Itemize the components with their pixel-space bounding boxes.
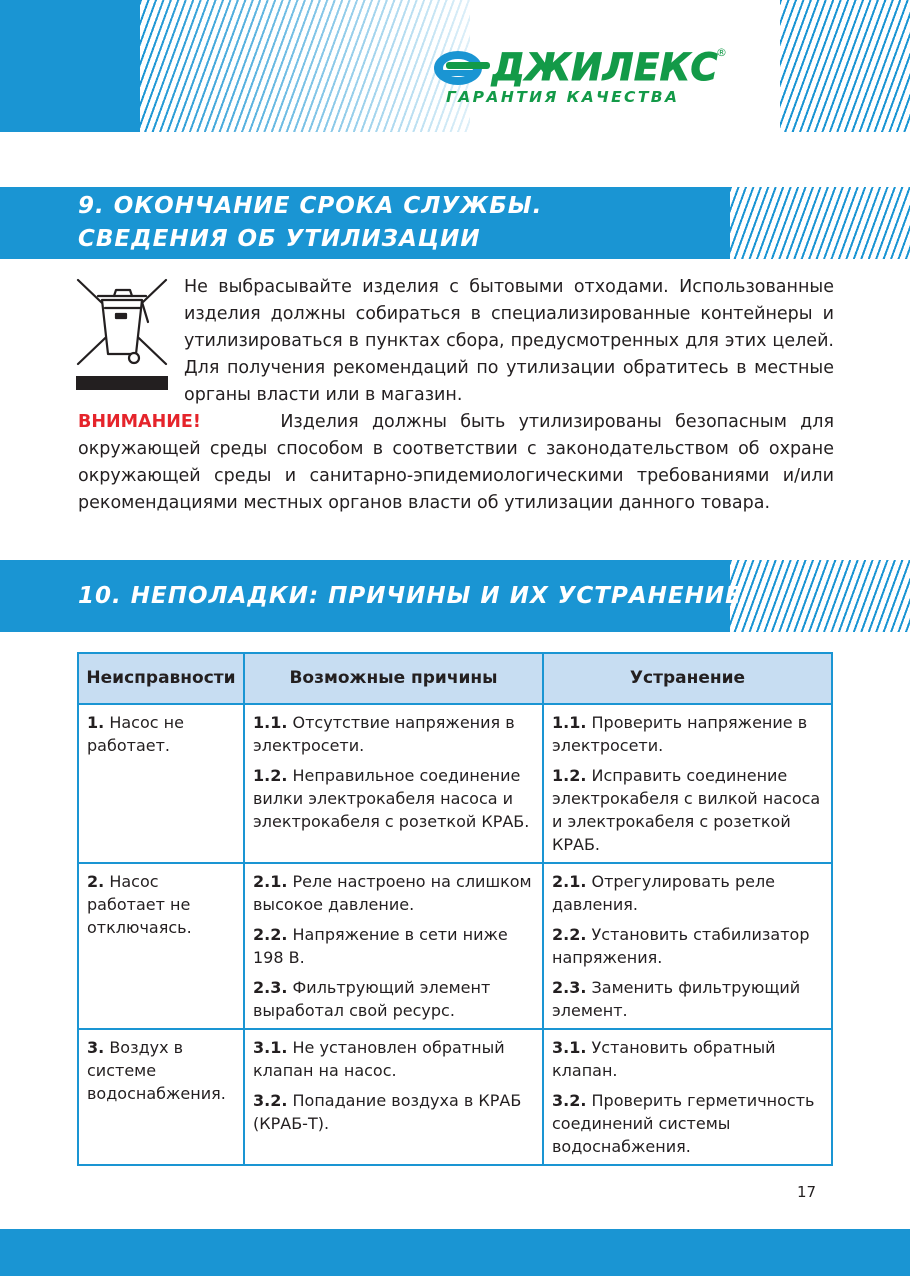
header-blue-block bbox=[0, 0, 150, 132]
causes-cell bbox=[244, 1029, 543, 1165]
header-remedies: Устранение bbox=[543, 653, 832, 704]
logo-mark-icon bbox=[432, 48, 494, 88]
remedy-item bbox=[552, 1036, 823, 1082]
registered-mark: ® bbox=[716, 46, 727, 59]
remedy-text: Проверить напряжение в электросети. bbox=[552, 713, 808, 755]
cause-item bbox=[253, 711, 534, 757]
causes-cell bbox=[244, 704, 543, 863]
section-10-header bbox=[0, 560, 910, 632]
causes-cell bbox=[244, 863, 543, 1029]
section-9-header bbox=[0, 187, 910, 259]
remedy-number: 1.2. bbox=[552, 766, 587, 785]
remedy-item bbox=[552, 923, 823, 969]
remedy-item bbox=[552, 764, 823, 856]
fault-cell bbox=[78, 863, 244, 1029]
remedies-cell bbox=[543, 704, 832, 863]
remedy-number: 2.1. bbox=[552, 872, 587, 891]
remedy-item bbox=[552, 711, 823, 757]
cause-text: Реле настроено на слишком высокое давление. bbox=[253, 872, 532, 914]
remedy-text: Исправить соединение электрокабеля с вилкой насоса и электрокабеля с розеткой КРАБ. bbox=[552, 766, 821, 854]
remedy-text: Отрегулировать реле давления. bbox=[552, 872, 776, 914]
disposal-warning bbox=[78, 409, 834, 517]
fault-number: 2. bbox=[87, 872, 105, 891]
remedy-number: 3.1. bbox=[552, 1038, 587, 1057]
remedy-item bbox=[552, 1089, 823, 1158]
header-faults: Неисправности bbox=[78, 653, 244, 704]
remedy-text: Установить обратный клапан. bbox=[552, 1038, 776, 1080]
fault-number: 3. bbox=[87, 1038, 105, 1057]
cause-text: Не установлен обратный клапан на насос. bbox=[253, 1038, 505, 1080]
table-row bbox=[78, 863, 832, 1029]
cause-number: 3.2. bbox=[253, 1091, 288, 1110]
cause-item bbox=[253, 764, 534, 833]
fault-text: Насос работает не отключаясь. bbox=[87, 872, 192, 937]
header-hatch-left bbox=[140, 0, 470, 132]
cause-text: Напряжение в сети ниже 198 В. bbox=[253, 925, 508, 967]
crossed-out-wheelie-bin-icon bbox=[76, 278, 168, 390]
cause-number: 1.1. bbox=[253, 713, 288, 732]
cause-number: 3.1. bbox=[253, 1038, 288, 1057]
section-10-title: 10. НЕПОЛАДКИ: ПРИЧИНЫ И ИХ УСТРАНЕНИЕ bbox=[78, 583, 742, 609]
brand-name: ДЖИЛЕКС bbox=[492, 46, 719, 89]
remedy-text: Установить стабилизатор напряжения. bbox=[552, 925, 810, 967]
remedies-cell bbox=[543, 1029, 832, 1165]
cause-text: Отсутствие напряжения в электросети. bbox=[253, 713, 515, 755]
cause-item bbox=[253, 976, 534, 1022]
remedy-number: 2.2. bbox=[552, 925, 587, 944]
cause-text: Неправильное соединение вилки электрокабеля насоса и электрокабеля с розеткой КРАБ. bbox=[253, 766, 530, 831]
header-causes: Возможные причины bbox=[244, 653, 543, 704]
warning-text: Изделия должны быть утилизированы безопасным для окружающей среды способом в соответствии с законодательством об охране окружающей среды и санитарно-эпидемиологическими требованиями и/или рекомендациями местных органов власти об утилизации данного товара. bbox=[78, 412, 834, 513]
remedy-item bbox=[552, 976, 823, 1022]
cause-item bbox=[253, 923, 534, 969]
warning-label: ВНИМАНИЕ! bbox=[78, 412, 201, 432]
fault-text: Воздух в системе водоснабжения. bbox=[87, 1038, 226, 1103]
table-row bbox=[78, 1029, 832, 1165]
cause-number: 2.3. bbox=[253, 978, 288, 997]
section-9-title-line2: СВЕДЕНИЯ ОБ УТИЛИЗАЦИИ bbox=[78, 226, 481, 252]
section-10-band-hatch bbox=[730, 560, 910, 632]
cause-item bbox=[253, 1089, 534, 1135]
cause-number: 2.1. bbox=[253, 872, 288, 891]
section-9-title bbox=[78, 190, 542, 256]
table-row bbox=[78, 704, 832, 863]
cause-item bbox=[253, 1036, 534, 1082]
brand-tagline: ГАРАНТИЯ КАЧЕСТВА bbox=[446, 88, 680, 106]
remedy-number: 2.3. bbox=[552, 978, 587, 997]
header-hatch-right bbox=[780, 0, 910, 132]
cause-number: 2.2. bbox=[253, 925, 288, 944]
section-9-title-line1: 9. ОКОНЧАНИЕ СРОКА СЛУЖБЫ. bbox=[78, 193, 543, 219]
table-header-row bbox=[78, 653, 832, 704]
cause-number: 1.2. bbox=[253, 766, 288, 785]
footer-bar bbox=[0, 1229, 910, 1276]
page-number: 17 bbox=[797, 1183, 817, 1201]
section-9-band-hatch bbox=[730, 187, 910, 259]
cause-text: Фильтрующий элемент выработал свой ресурс. bbox=[253, 978, 491, 1020]
disposal-intro-text: Не выбрасывайте изделия с бытовыми отходами. Использованные изделия должны собираться в специализированные контейнеры и утилизироваться в пунктах сбора, предусмотренных для этих целей. Для получения рекомендаций по утилизации обратитесь в местные органы власти или в магазин. bbox=[184, 277, 834, 405]
remedy-text: Заменить фильтрующий элемент. bbox=[552, 978, 801, 1020]
remedy-text: Проверить герметичность соединений системы водоснабжения. bbox=[552, 1091, 815, 1156]
fault-text: Насос не работает. bbox=[87, 713, 184, 755]
page-header bbox=[0, 0, 910, 132]
cause-item bbox=[253, 870, 534, 916]
remedy-item bbox=[552, 870, 823, 916]
cause-text: Попадание воздуха в КРАБ (КРАБ-Т). bbox=[253, 1091, 522, 1133]
remedies-cell bbox=[543, 863, 832, 1029]
remedy-number: 3.2. bbox=[552, 1091, 587, 1110]
remedy-number: 1.1. bbox=[552, 713, 587, 732]
brand-logo bbox=[432, 46, 732, 106]
fault-number: 1. bbox=[87, 713, 105, 732]
troubleshooting-table bbox=[77, 652, 833, 1166]
fault-cell bbox=[78, 704, 244, 863]
fault-cell bbox=[78, 1029, 244, 1165]
